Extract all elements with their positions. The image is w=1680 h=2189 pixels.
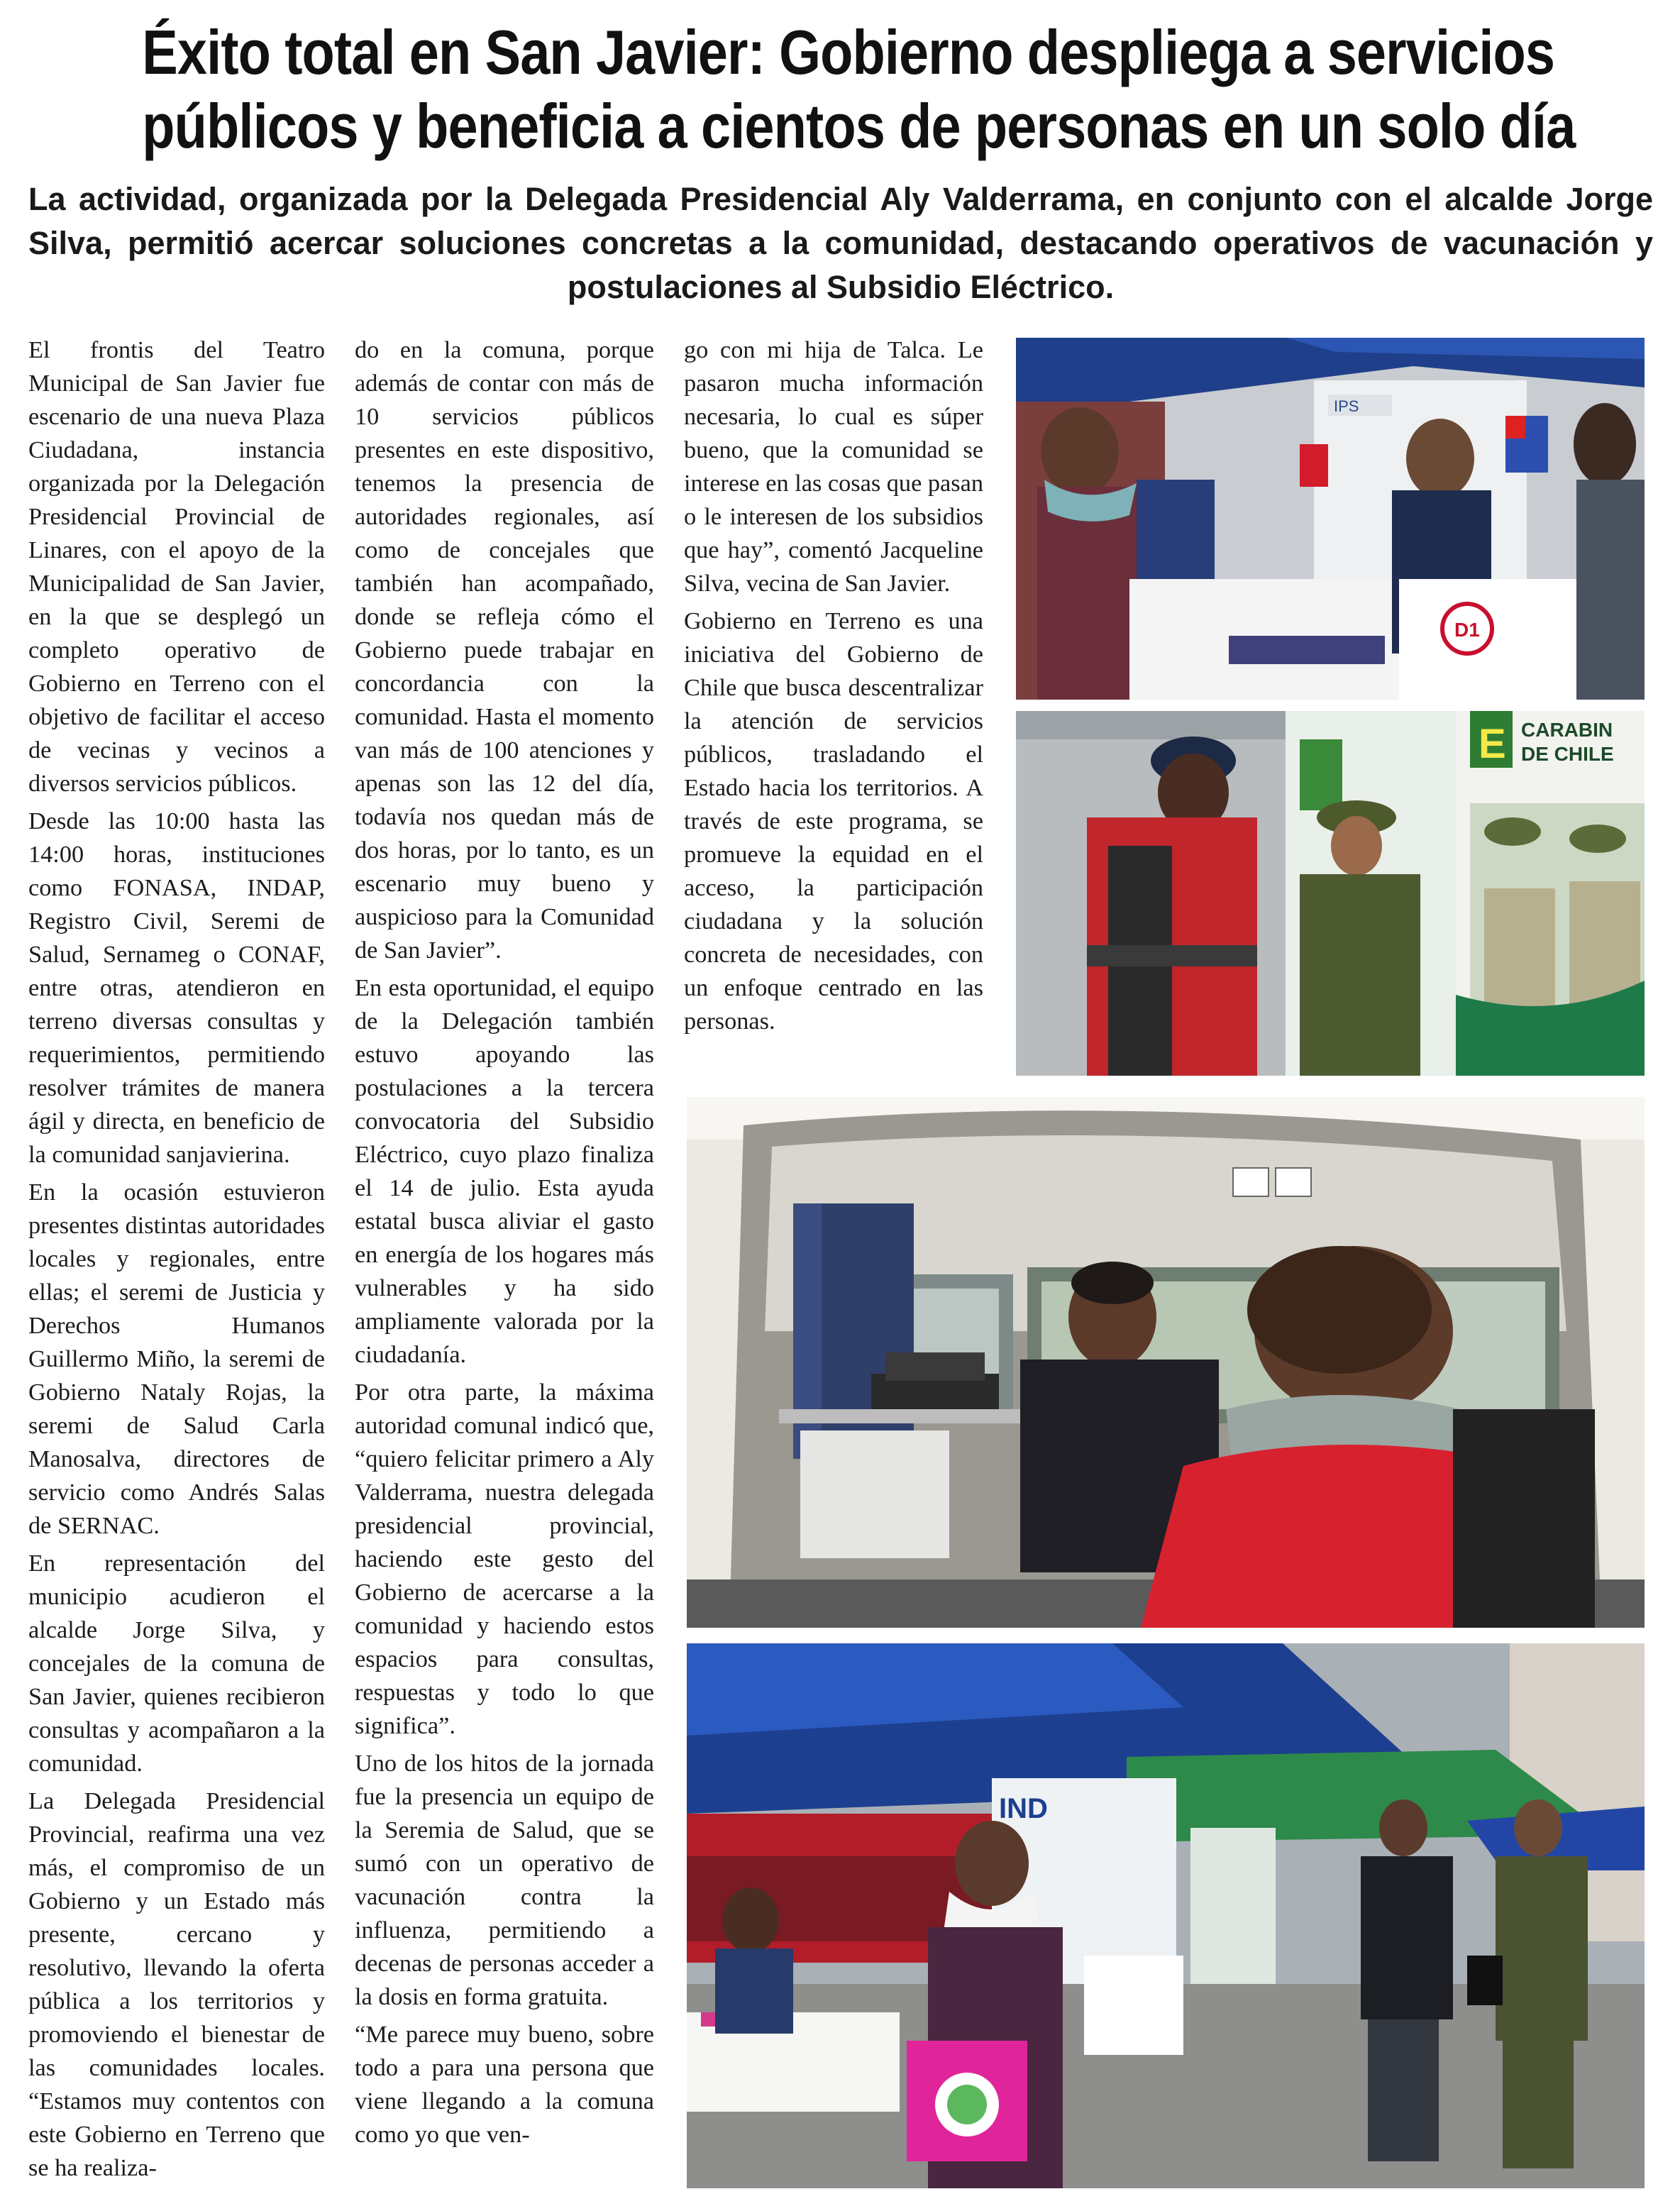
ips-sign-text: IPS [1334,397,1359,415]
photo-plaza-ciudadana [687,1643,1645,2188]
lede: La actividad, organizada por la Delegada Presidencial Aly Valderrama, en conjunto con el alcalde Jorge Silva, permitió acercar soluciones concretas a la comunidad, destacando operativos de vacunación y postulaciones al Subsidio Eléctrico. [28,181,1653,305]
article-column-3 [684,333,983,1042]
paragraph: En esta oportunidad, el equipo de la Delegación también estuvo apoyando las postulaciones a la tercera convocatoria del Subsidio Eléctrico, cuyo plazo finaliza el 14 de julio. Esta ayuda estatal busca aliviar el gasto en energía de los hogares más vulnerables y ha sido ampliamente valorada por la ciudadanía. [355,974,654,1368]
carabineros-banner-line1: CARABIN [1521,719,1613,741]
paragraph: La Delegada Presidencial Provincial, reafirma una vez más, el compromiso de un Gobierno y un Estado más presente, cercano y resolutivo, llevando la oferta pública a los territorios y promoviendo el bienestar de las comunidades locales. “Estamos muy contentos con este Gobierno en Terreno que se ha realiza- [28,1787,325,2181]
paragraph: “Me parece muy bueno, sobre todo a para una persona que viene llegando a la comuna como yo que ven- [355,2021,654,2148]
headline [142,16,1576,163]
paragraph: Uno de los hitos de la jornada fue la presencia un equipo de la Seremia de Salud, que se sumó con un operativo de vacunación contra la influenza, permitiendo a decenas de personas acceder a la dosis en forma gratuita. [355,1750,654,2010]
article-column-2 [355,333,654,2156]
ind-sign-text: IND [999,1793,1048,1824]
paragraph: do en la comuna, porque además de contar con más de 10 servicios públicos presentes en este dispositivo, tenemos la presencia de autoridades regionales, así como de concejales que también han acompañado, donde se refleja cómo el Gobierno puede trabajar en concordancia con la comunidad. Hasta el momento van más de 100 atenciones y apenas son las 12 del día, todavía nos quedan más de dos horas, por lo tanto, es un escenario muy bueno y auspicioso para la Comunidad de San Javier”. [355,336,654,964]
carabineros-banner-line2: DE CHILE [1521,743,1614,765]
paragraph: Por otra parte, la máxima autoridad comunal indicó que, “quiero felicitar primero a Aly Valderrama, nuestra delegada presidencial provincial, haciendo este gesto del Gobierno de acercarse a la comunidad y haciendo estos espacios para consultas, respuestas y todo lo que significa”. [355,1379,654,1739]
photo-service-booth [1016,338,1645,700]
paragraph: El frontis del Teatro Municipal de San Javier fue escenario de una nueva Plaza Ciudadana, instancia organizada por la Delegación Presidencial Provincial de Linares, con el apoyo de la Municipalidad de San Javier, en la que se desplegó un completo operativo de Gobierno en Terreno con el objetivo de facilitar el acceso de vecinas y vecinos a diversos servicios públicos. [28,336,325,797]
paragraph: go con mi hija de Talca. Le pasaron mucha información necesaria, lo cual es súper bueno, que la comunidad se interese en las cosas que pasan o le interesen de los subsidios que hay”, comentó Jacqueline Silva, vecina de San Javier. [684,336,983,597]
photo-carabineros-stand [1016,711,1645,1076]
e-logo-letter: E [1479,721,1506,767]
d1-badge-text: D1 [1454,619,1480,641]
paragraph: En la ocasión estuvieron presentes distintas autoridades locales y regionales, entre ellas; el seremi de Justicia y Derechos Humanos Guillermo Miño, la seremi de Gobierno Nataly Rojas, la seremi de Salud Carla Manosalva, directores de servicio como Andrés Salas de SERNAC. [28,1179,325,1539]
photo-van-attention [687,1097,1645,1628]
headline-line-2: públicos y beneficia a cientos de personas en un solo día [142,91,1576,161]
paragraph: Desde las 10:00 hasta las 14:00 horas, instituciones como FONASA, INDAP, Registro Civil, Seremi de Salud, Sernameg o CONAF, entre otras, atendieron en terreno diversas consultas y requerimientos, permitiendo resolver trámites de manera ágil y directa, en beneficio de la comunidad sanjavierina. [28,807,325,1168]
paragraph: En representación del municipio acudieron el alcalde Jorge Silva, y concejales de la comuna de San Javier, quienes recibieron consultas y acompañaron a la comunidad. [28,1550,325,1777]
paragraph: Gobierno en Terreno es una iniciativa del Gobierno de Chile que busca descentralizar la atención de servicios públicos, trasladando el Estado hacia los territorios. A través de este programa, se promueve la equidad en el acceso, la participación ciudadana y la solución concreta de necesidades, con un enfoque centrado en las personas. [684,607,983,1035]
headline-line-1: Éxito total en San Javier: Gobierno despliega a servicios [142,17,1555,87]
article-column-1 [28,333,325,2189]
